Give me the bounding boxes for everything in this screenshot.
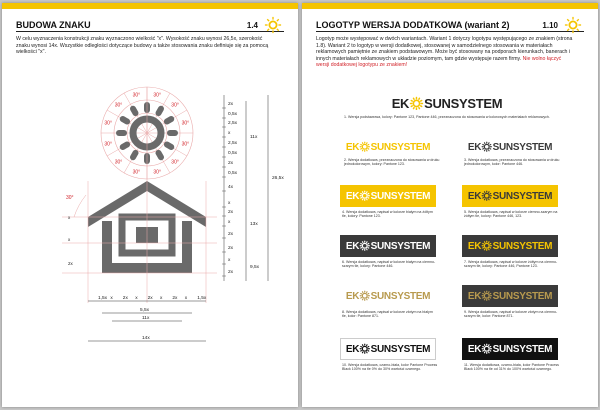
- sun-icon: [481, 240, 493, 252]
- intro-warning: Nie wolno łączyć wersji dodatkowej logotypu ze znakiem!: [316, 55, 562, 69]
- page-title: LOGOTYP WERSJA DODATKOWA (wariant 2): [316, 20, 510, 30]
- sun-ray: [116, 130, 127, 136]
- dim-label: 1,5x: [197, 296, 207, 301]
- logo-text-ek: EK: [467, 343, 482, 355]
- angle-label: 30°: [181, 141, 190, 148]
- angle-label: 30°: [171, 159, 179, 166]
- logo-caption: 8. Wersja dodatkowa, napisał w kolorze złotym na białym tle, kolor: Pantone 871.: [342, 310, 433, 319]
- logo-caption: 1. Wersja podstawowa, kolory: Pantone 123, Pantone 446, przeznaczona do stosowania w kolorowych materiałach reklamowych.: [344, 115, 550, 119]
- angle-label: 30°: [114, 159, 123, 166]
- dim-label: 5,5x: [140, 308, 150, 313]
- logo-caption: 11. Wersja dodatkowa, czarno-biała, kolor Pantone Process Black 100% na tle od 31% do 100% wartości czarnego.: [464, 363, 559, 372]
- logo-text-sunsystem: SUNSYSTEM: [370, 290, 431, 302]
- angle-label: 30°: [104, 141, 112, 148]
- logo-caption: 2. Wersja dodatkowa, przeznaczona do stosowania w druku jednokolorowym, kolory: Pantone 123.: [344, 158, 440, 167]
- dim-label: 2x: [68, 261, 73, 266]
- angle-label: 30°: [153, 169, 161, 176]
- logo-text-ek: EK: [467, 290, 482, 302]
- logo-text-ek: EK: [345, 290, 360, 302]
- dim-label: 0,5x: [228, 112, 238, 117]
- angle-label: 30°: [153, 92, 161, 99]
- dim-label: 0,5x: [228, 171, 238, 176]
- logo-text-sunsystem: SUNSYSTEM: [492, 290, 553, 302]
- logo-variant-10: [340, 338, 436, 360]
- logo-text-ek: EK: [345, 141, 360, 153]
- sun-icon: [481, 343, 493, 355]
- logo-text-sunsystem: SUNSYSTEM: [424, 95, 503, 111]
- sun-icon: [359, 240, 371, 252]
- logo-variant-5: [462, 185, 558, 207]
- page-right: [302, 3, 598, 407]
- group-dim-label: 9,5x: [250, 265, 260, 270]
- logo-variant-8: [340, 285, 436, 307]
- dim-label: 11x: [142, 316, 150, 321]
- dim-label: 1,5x: [98, 296, 108, 301]
- dim-label: x: [228, 220, 231, 225]
- construction-diagram: [2, 3, 297, 407]
- dim-label: 2x: [147, 296, 153, 301]
- sun-icon: [359, 290, 371, 302]
- logo-caption: 5. Wersja dodatkowa, napisał w kolorze ciemno-szarym na żółtym tle, kolory: Pantone 446, 123.: [464, 210, 558, 219]
- logo-caption: 3. Wersja dodatkowa, przeznaczona do stosowania w druku jednokolorowym, kolor: Pantone 446.: [464, 158, 560, 167]
- logo-variant-7: [462, 235, 558, 257]
- logo-text-sunsystem: SUNSYSTEM: [492, 141, 553, 153]
- logo-text-sunsystem: SUNSYSTEM: [370, 240, 431, 252]
- logo-variant-1: [367, 93, 527, 113]
- page-number: 1.4: [246, 21, 258, 30]
- angle-label: 30°: [171, 102, 179, 109]
- document-spread: [2, 3, 598, 407]
- dim-label: 0,5x: [228, 151, 238, 156]
- dim-label: x: [184, 296, 188, 301]
- logo-variant-3: [462, 138, 558, 156]
- logo-caption: 9. Wersja dodatkowa, napisał w kolorze złotym na ciemno-szarym tle, kolor: Pantone 871.: [464, 310, 558, 319]
- logo-text-ek: EK: [345, 240, 360, 252]
- logo-caption: 7. Wersja dodatkowa, napisał w kolorze żółtym na ciemno-szarym tle, kolory: Pantone 446, Pantone 123.: [464, 260, 558, 269]
- logo-text-ek: EK: [467, 141, 482, 153]
- group-dim-label: 11x: [250, 135, 258, 140]
- logo-variant-9: [462, 285, 558, 307]
- sun-icon: [359, 190, 371, 202]
- intro-body: Logotyp może występować w dwóch wariantach. Wariant 1 dotyczy logotypu występującego ze znakiem (strona 1.8). Wariant 2 to logotyp w wersji dodatkowej, stosowanej w samodzielnego stosowania w materiałach reklamowych pamiętnie ze znakiem podstawowym. Może być stosowany na podporach kierunkach, banerach i innych materiałach reklamowych w układzie poziomym, tam gdzie występuje razem firmy.: [316, 36, 573, 62]
- dim-label: 2x: [172, 296, 178, 301]
- page-top-bar: [302, 3, 598, 9]
- dim-label: 2x: [228, 232, 234, 237]
- logo-text-ek: EK: [345, 343, 360, 355]
- sun-icon: [359, 343, 371, 355]
- logo-variant-4: [340, 185, 436, 207]
- page-left: [2, 3, 298, 407]
- logo-text-sunsystem: SUNSYSTEM: [492, 190, 553, 202]
- dim-label: 2x: [122, 296, 128, 301]
- dim-label: x: [135, 296, 138, 301]
- angle-label: 30°: [114, 102, 123, 109]
- page-title: BUDOWA ZNAKU: [16, 20, 91, 30]
- dim-label: x: [228, 258, 231, 263]
- dim-label: 4x: [228, 185, 234, 190]
- dim-label: x: [228, 131, 231, 136]
- logo-text-ek: EK: [467, 190, 482, 202]
- dim-label: 2x: [228, 246, 234, 251]
- logo-text-sunsystem: SUNSYSTEM: [370, 190, 431, 202]
- logo-caption: 10. Wersja dodatkowa, czarno-biała, kolor Pantone Process Black 100% na tle 0% do 30% wartości czarnego.: [342, 363, 438, 372]
- dim-label: 2x: [228, 102, 234, 107]
- angle-label: 30°: [132, 92, 141, 99]
- angle-label: 30°: [104, 120, 112, 127]
- sun-icon: [481, 141, 493, 153]
- dim-label: 14x: [142, 336, 150, 341]
- sun-icon: [564, 16, 582, 34]
- logo-variant-11: [462, 338, 558, 360]
- dim-label: 2x: [228, 210, 234, 215]
- dim-label: 2x: [228, 161, 234, 166]
- logo-text-ek: EK: [467, 240, 482, 252]
- group-dim-label: 26,5x: [272, 176, 284, 181]
- sun-icon: [481, 290, 493, 302]
- dim-label: 2x: [228, 270, 234, 275]
- sun-ray: [167, 130, 178, 136]
- logo-caption: 4. Wersja dodatkowa, napisał w kolorze białym na żółtym tle, kolory: Pantone 123.: [342, 210, 433, 219]
- logo-text-sunsystem: SUNSYSTEM: [370, 141, 431, 153]
- dim-label: 2,5x: [228, 141, 238, 146]
- logo-caption: 6. Wersja dodatkowa, napisał w kolorze białym na ciemno-szarym tle, kolory: Pantone 446.: [342, 260, 436, 269]
- page-number: 1.10: [542, 21, 558, 30]
- dim-label: 2,5x: [228, 121, 238, 126]
- group-dim-label: 13x: [250, 222, 258, 227]
- page-header: [316, 18, 584, 32]
- dim-label: x: [228, 201, 231, 206]
- logo-text-sunsystem: SUNSYSTEM: [492, 240, 553, 252]
- sun-icon: [409, 96, 424, 111]
- sun-icon: [359, 141, 371, 153]
- logo-text-sunsystem: SUNSYSTEM: [370, 343, 431, 355]
- logo-text-ek: EK: [345, 190, 360, 202]
- logo-text-sunsystem: SUNSYSTEM: [492, 343, 553, 355]
- dim-label: x: [160, 296, 163, 301]
- dim-label: x: [68, 215, 71, 220]
- dim-label: x: [110, 296, 113, 301]
- dim-label: x: [68, 237, 71, 242]
- intro-text: W celu wyznaczenia konstrukcji znaku wyznaczono wielkość "x". Wysokość znaku wynosi 26,5x, szerokość znaku wynosi 14x. Wszystkie odległości dotyczące budowy a także stosowania znaku definiuje się za pomocą wielkości "x".: [16, 36, 269, 56]
- angle-label: 30°: [66, 195, 74, 201]
- angle-label: 30°: [132, 169, 141, 176]
- intro-text: [316, 36, 574, 69]
- logo-variant-2: [340, 138, 436, 156]
- logo-variant-6: [340, 235, 436, 257]
- logo-text-ek: EK: [391, 95, 410, 111]
- sun-icon: [481, 190, 493, 202]
- angle-label: 30°: [181, 120, 190, 127]
